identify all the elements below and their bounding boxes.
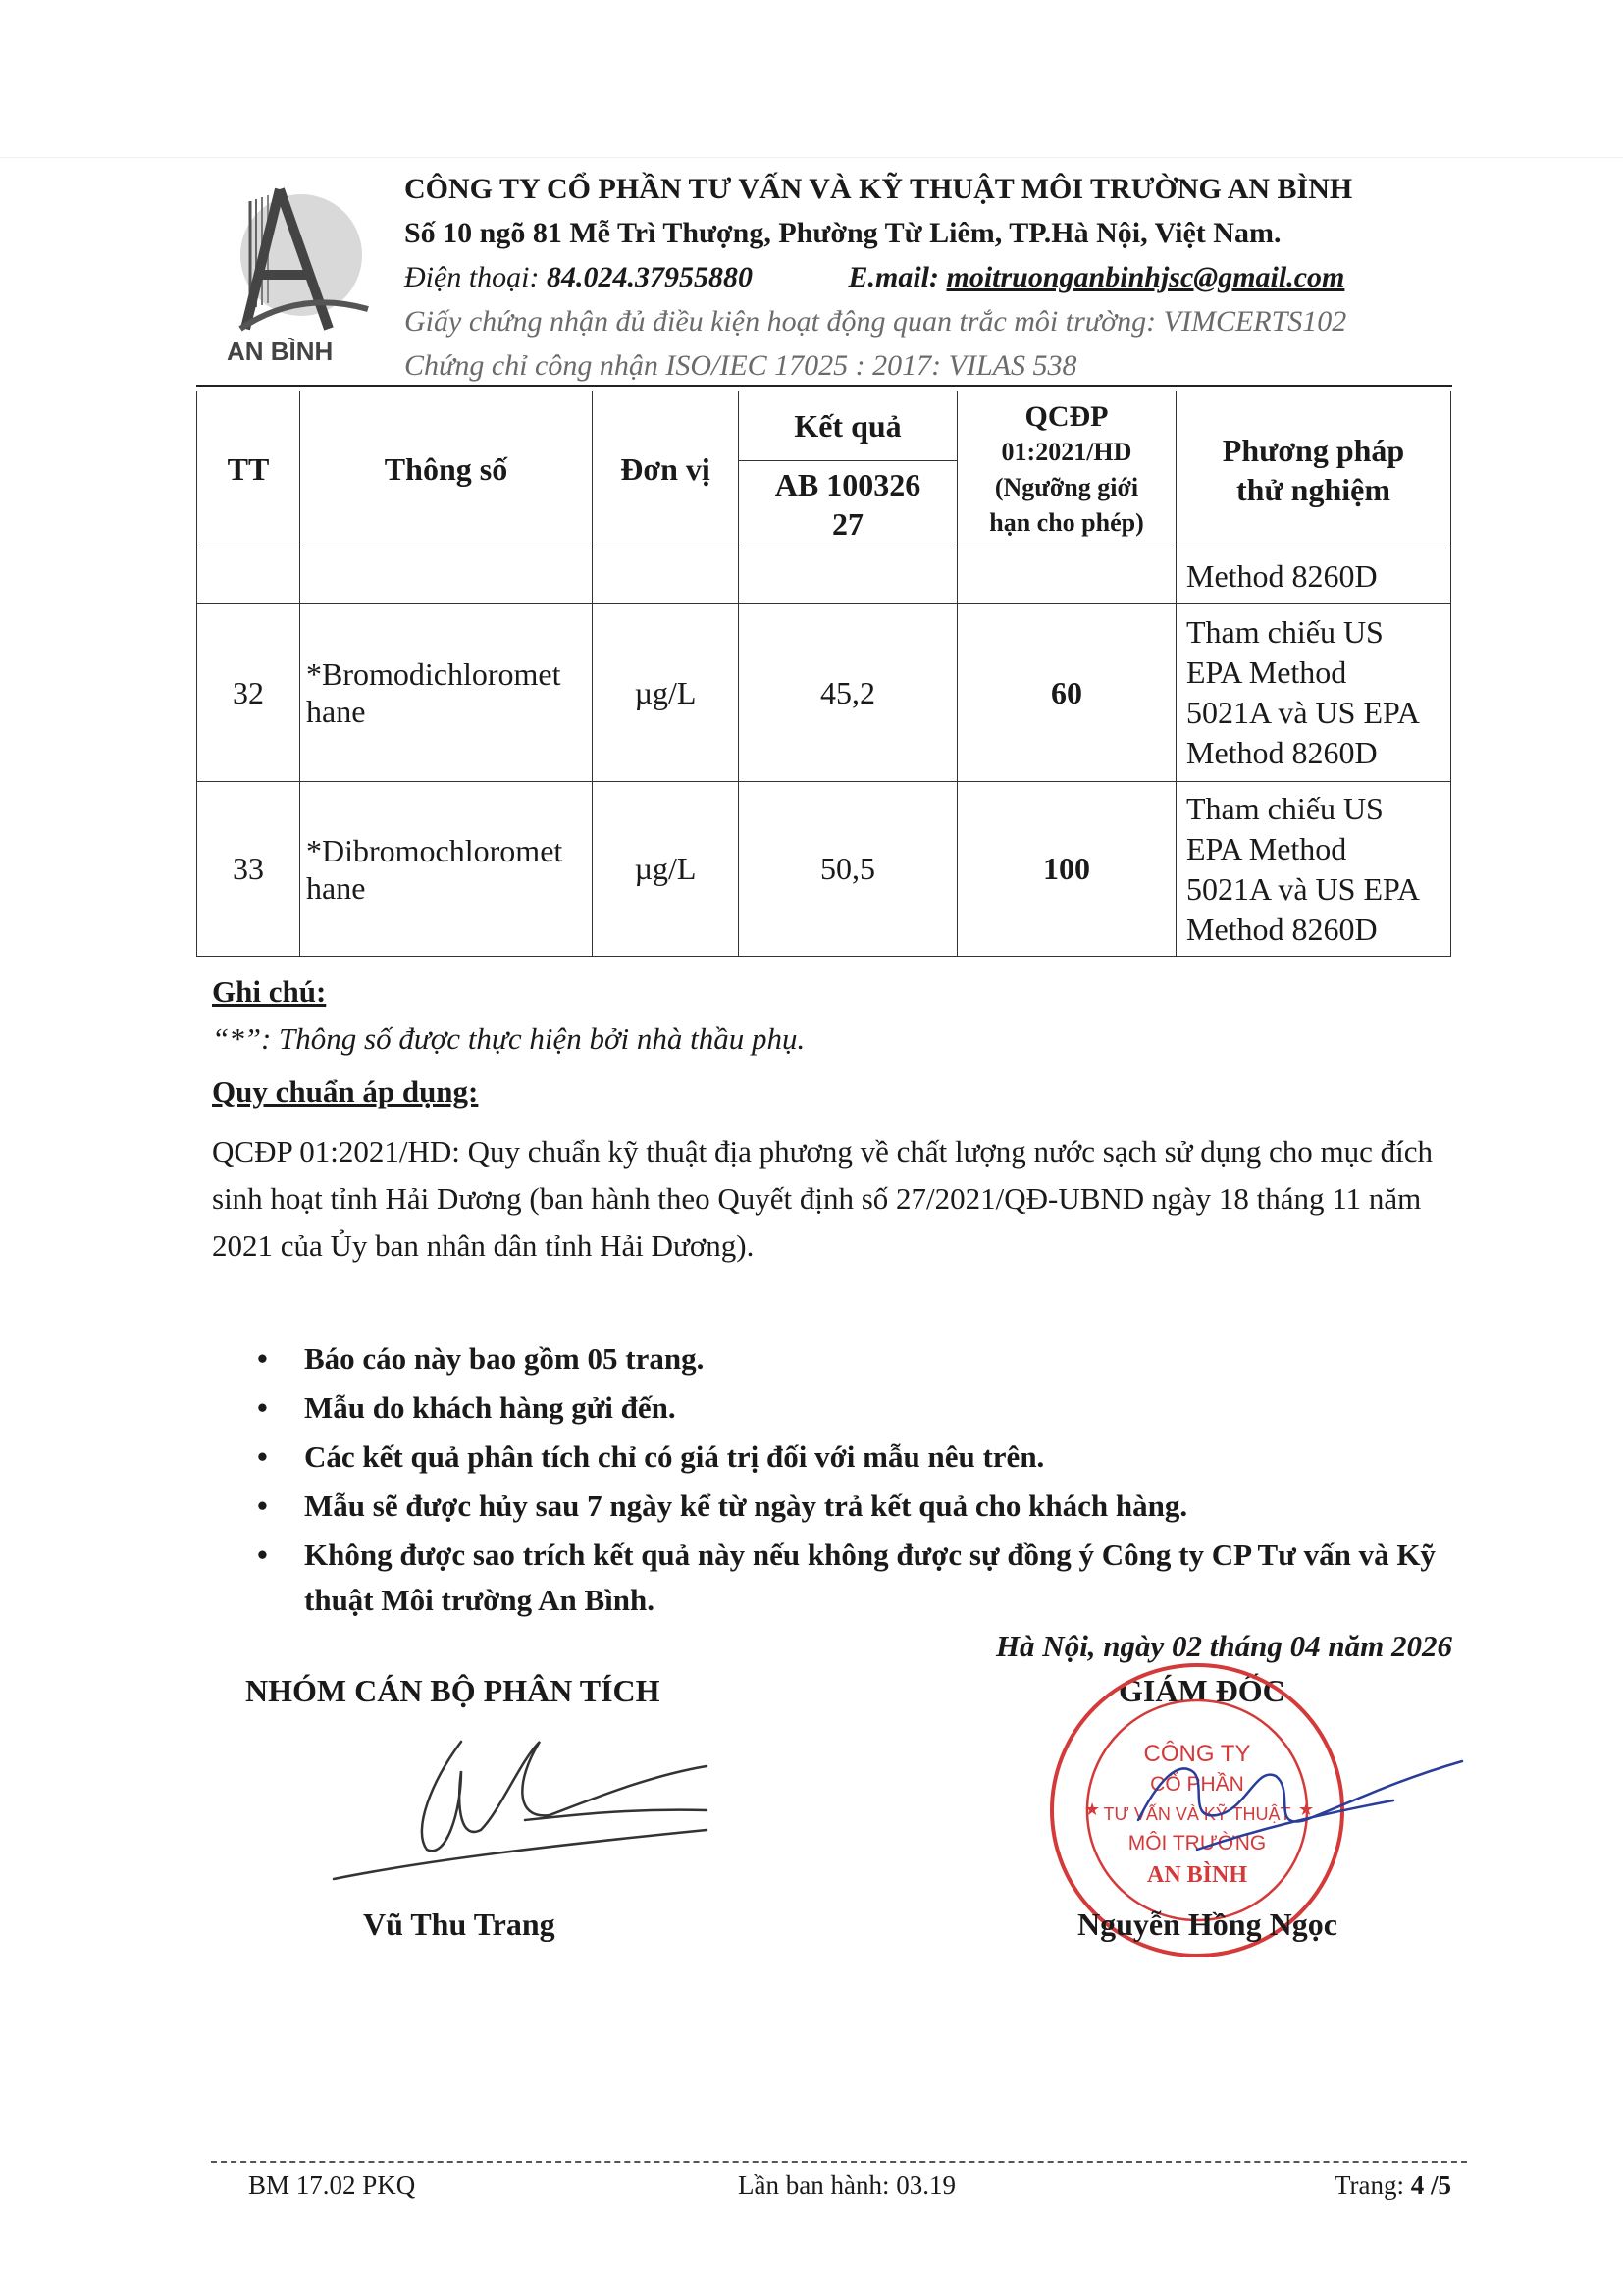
footer-divider (211, 2161, 1467, 2163)
header-tt: TT (197, 391, 300, 548)
page-total: 5 (1438, 2170, 1452, 2200)
company-address: Số 10 ngõ 81 Mễ Trì Thượng, Phường Từ Liêm, TP.Hà Nội, Việt Nam. (404, 217, 1282, 249)
certificate-line-2: Chứng chỉ công nhận ISO/IEC 17025 : 2017: VILAS 538 (404, 349, 1077, 382)
table-header-row (197, 391, 1451, 461)
svg-text:CÔNG TY: CÔNG TY (1143, 1741, 1251, 1767)
page-separator: / (1424, 2170, 1439, 2200)
row-method: Tham chiếu US EPA Method 5021A và US EPA Method 8260D (1177, 604, 1451, 782)
notes-heading: Ghi chú: (212, 974, 327, 1009)
list-item: • Mẫu sẽ được hủy sau 7 ngày kể từ ngày trả kết quả cho khách hàng. (257, 1484, 1474, 1529)
company-logo (221, 182, 378, 368)
row-value: 45,2 (739, 604, 958, 782)
report-date: Hà Nội, ngày 02 tháng 04 năm 2026 (995, 1629, 1452, 1663)
contact-line (404, 255, 1484, 299)
company-header (404, 167, 1484, 388)
header-result: Kết quả (739, 391, 958, 461)
notes-text: “*”: Thông số được thực hiện bởi nhà thầu phụ. (212, 1021, 806, 1056)
form-code: BM 17.02 PKQ (248, 2170, 416, 2200)
standard-heading: Quy chuẩn áp dụng: (212, 1074, 479, 1109)
email-label: E.mail: (848, 261, 939, 293)
email-link[interactable]: moitruonganbinhjsc@gmail.com (946, 261, 1345, 293)
row-param: *Dibromochloromet hane (300, 782, 593, 957)
page-label: Trang: (1335, 2170, 1405, 2200)
svg-text:★: ★ (1298, 1800, 1315, 1819)
row-value: 50,5 (739, 782, 958, 957)
page-current: 4 (1410, 2170, 1425, 2200)
row-tt: 32 (197, 604, 300, 782)
header-limit: QCĐP 01:2021/HD (Ngưỡng giới hạn cho phép) (958, 391, 1177, 548)
table-row-continued (197, 548, 1451, 604)
director-name: Nguyễn Hồng Ngọc (1077, 1906, 1337, 1942)
analyst-signature (314, 1722, 726, 1889)
svg-text:AN BÌNH: AN BÌNH (227, 337, 334, 366)
issue-number: Lần ban hành: 03.19 (738, 2170, 956, 2200)
row-method: Tham chiếu US EPA Method 5021A và US EPA Method 8260D (1177, 782, 1451, 957)
phone-label: Điện thoại: (404, 261, 540, 293)
list-item: • Các kết quả phân tích chỉ có giá trị đối với mẫu nêu trên. (257, 1435, 1474, 1480)
svg-text:CỔ PHẦN: CỔ PHẦN (1150, 1773, 1244, 1796)
company-name: CÔNG TY CỔ PHẦN TƯ VẤN VÀ KỸ THUẬT MÔI TRƯỜNG AN BÌNH (404, 173, 1353, 205)
row-param: *Bromodichloromet hane (300, 604, 593, 782)
certificate-line-1: Giấy chứng nhận đủ điều kiện hoạt động quan trắc môi trường: VIMCERTS102 (404, 305, 1347, 338)
header-method: Phương pháp thử nghiệm (1177, 391, 1451, 548)
svg-text:AN BÌNH: AN BÌNH (1146, 1862, 1248, 1888)
row-tt: 33 (197, 782, 300, 957)
report-conditions-list (257, 1336, 1474, 1627)
row-limit: 60 (958, 604, 1177, 782)
page-top-line (0, 157, 1623, 158)
table-row (197, 604, 1451, 782)
analyst-team-title: NHÓM CÁN BỘ PHÂN TÍCH (245, 1673, 660, 1708)
header-param: Thông số (300, 391, 593, 548)
row-limit: 100 (958, 782, 1177, 957)
svg-text:★: ★ (1084, 1800, 1101, 1819)
director-signature (1099, 1722, 1472, 1869)
svg-text:MÔI TRƯỜNG: MÔI TRƯỜNG (1127, 1832, 1267, 1854)
page-number (1335, 2170, 1451, 2201)
director-title: GIÁM ĐỐC (1119, 1673, 1285, 1708)
analyst-name: Vũ Thu Trang (363, 1906, 555, 1942)
continued-method: Method 8260D (1177, 548, 1451, 604)
list-item: • Báo cáo này bao gồm 05 trang. (257, 1336, 1474, 1382)
standard-text: QCĐP 01:2021/HD: Quy chuẩn kỹ thuật địa phương về chất lượng nước sạch sử dụng cho mục đích sinh hoạt tỉnh Hải Dương (ban hành theo Quyết định số 27/2021/QĐ-UBND ngày 18 tháng 11 năm 2021 của Ủy ban nhân dân tỉnh Hải Dương). (212, 1134, 1433, 1263)
phone-number: 84.024.37955880 (546, 261, 753, 293)
list-item: • Không được sao trích kết quả này nếu không được sự đồng ý Công ty CP Tư vấn và Kỹ thuật Môi trường An Bình. (257, 1533, 1474, 1623)
list-item: • Mẫu do khách hàng gửi đến. (257, 1385, 1474, 1431)
header-unit: Đơn vị (593, 391, 739, 548)
row-unit: µg/L (593, 604, 739, 782)
svg-text:TƯ VẤN VÀ KỸ THUẬT: TƯ VẤN VÀ KỸ THUẬT (1103, 1804, 1291, 1824)
header-divider (196, 385, 1452, 387)
results-table (196, 391, 1451, 957)
header-sample-code: AB 100326 27 (739, 461, 958, 548)
table-row (197, 782, 1451, 957)
row-unit: µg/L (593, 782, 739, 957)
